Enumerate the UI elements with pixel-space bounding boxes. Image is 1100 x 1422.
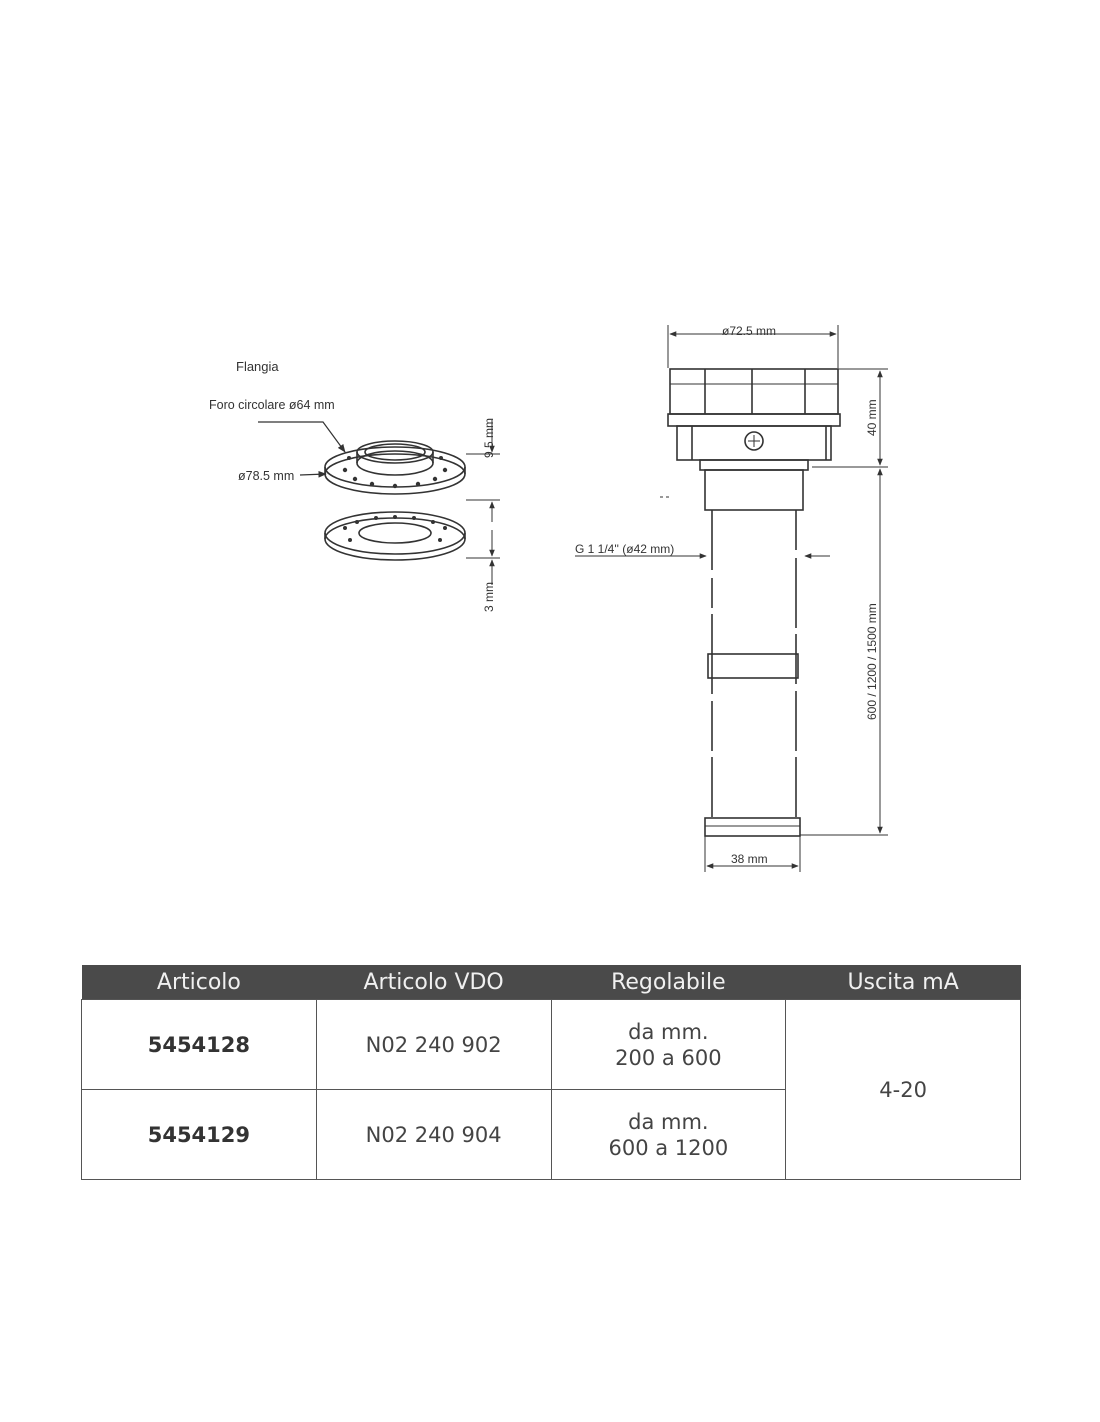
header-uscita: Uscita mA [786,965,1021,1000]
sensor-thread-label: G 1 1/4'' (ø42 mm) [575,542,675,556]
sensor-head-height-label: 40 mm [865,399,879,436]
header-articolo-vdo: Articolo VDO [316,965,551,1000]
table-header-row [82,965,1021,1000]
table-row [82,1000,1021,1090]
range-line-2: 200 a 600 [615,1045,722,1070]
article-code: 5454129 [82,1090,317,1180]
gasket-thickness-label: 3 mm [482,582,496,612]
article-code: 5454128 [82,1000,317,1090]
range-line-1: da mm. [628,1109,709,1134]
sensor-drawing [575,325,888,872]
vdo-code: N02 240 902 [316,1000,551,1090]
flange-diameter-label: ø78.5 mm [238,469,295,483]
flange-drawing [258,417,500,585]
header-regolabile: Regolabile [551,965,786,1000]
sensor-bottom-diameter-label: 38 mm [731,852,768,866]
range-line-1: da mm. [628,1019,709,1044]
sensor-length-label: 600 / 1200 / 1500 mm [865,603,879,720]
range-cell [551,1000,786,1090]
range-line-2: 600 a 1200 [608,1135,729,1160]
spec-table [81,965,1021,1180]
output-cell: 4-20 [786,1000,1021,1180]
sensor-top-diameter-label: ø72.5 mm [722,324,777,338]
flange-hole-label: Foro circolare ø64 mm [209,398,335,412]
flange-height-label: 9.5 mm [482,417,496,458]
range-cell [551,1090,786,1180]
flange-title: Flangia [236,359,279,374]
header-articolo: Articolo [82,965,317,1000]
vdo-code: N02 240 904 [316,1090,551,1180]
